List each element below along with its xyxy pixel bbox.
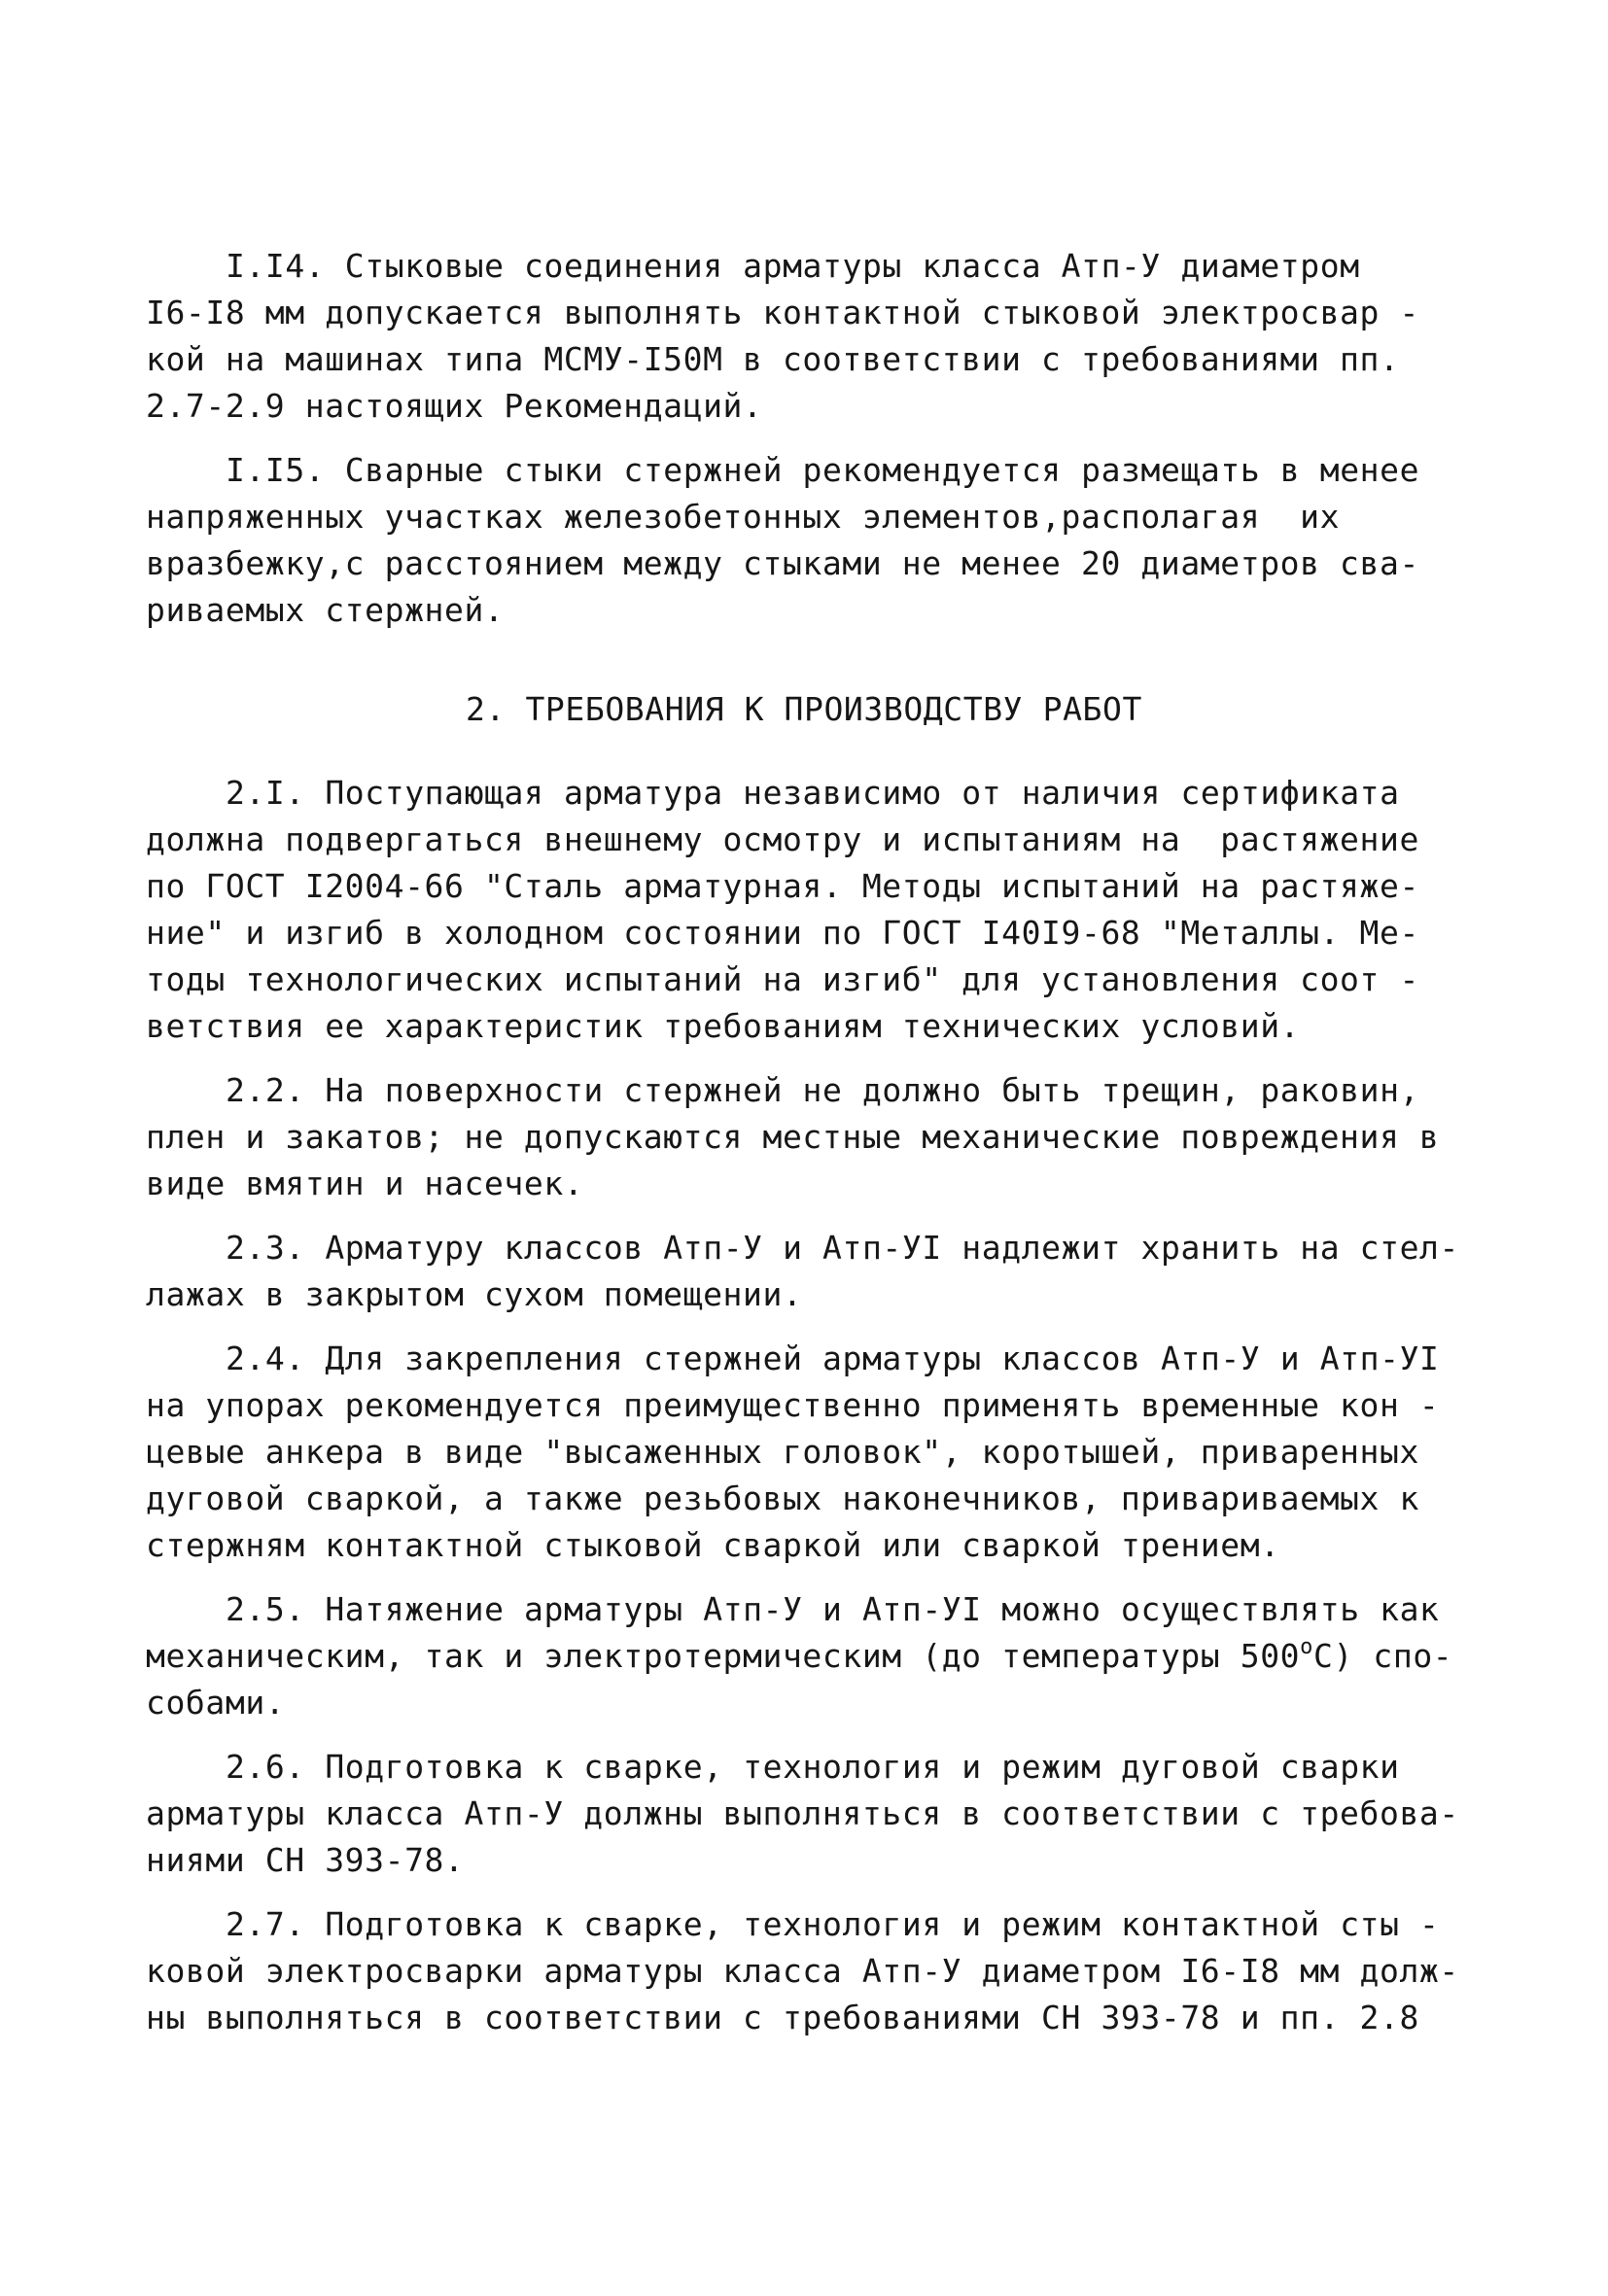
- degree-superscript: о: [1300, 1635, 1313, 1659]
- paragraph-2-1-line-6: ветствия ее характеристик требованиям технических условий.: [146, 1007, 1301, 1045]
- paragraph-2-6-line-1: 2.6. Подготовка к сварке, технология и режим дуговой сварки: [226, 1748, 1400, 1786]
- paragraph-1-15-line-1: I.I5. Сварные стыки стержней рекомендуется размещать в менее: [226, 451, 1420, 489]
- paragraph-2-6-line-3: ниями СН 393-78.: [146, 1841, 465, 1879]
- paragraph-2-1-line-1: 2.I. Поступающая арматура независимо от наличия сертификата: [226, 774, 1400, 812]
- paragraph-1-14-line-2: I6-I8 мм допускается выполнять контактной стыковой электросвар -: [146, 294, 1419, 331]
- paragraph-2-1-line-4: ние" и изгиб в холодном состоянии по ГОСТ I40I9-68 "Металлы. Ме-: [146, 914, 1419, 952]
- paragraph-1-14-line-1: I.I4. Стыковые соединения арматуры класса Атп-У диаметром: [226, 247, 1360, 285]
- paragraph-2-2-line-1: 2.2. На поверхности стержней не должно быть трещин, раковин,: [226, 1071, 1420, 1109]
- paragraph-2-5-line-2-text: механическим, так и электротермическим (до температуры 500: [146, 1637, 1301, 1675]
- paragraph-2-5-line-3: собами.: [146, 1684, 286, 1722]
- paragraph-2-4-line-5: стержням контактной стыковой сваркой или сваркой трением.: [146, 1526, 1280, 1564]
- paragraph-2-2-line-3: виде вмятин и насечек.: [146, 1165, 584, 1202]
- paragraph-2-7-line-1: 2.7. Подготовка к сварке, технология и режим контактной сты -: [226, 1905, 1440, 1943]
- paragraph-2-4-line-4: дуговой сваркой, а также резьбовых наконечников, привариваемых к: [146, 1479, 1419, 1517]
- paragraph-1-14-line-4: 2.7-2.9 настоящих Рекомендаций.: [146, 387, 763, 425]
- paragraph-2-5-line-2: [146, 1633, 1453, 1680]
- paragraph-2-3-line-2: лажах в закрытом сухом помещении.: [146, 1275, 803, 1313]
- paragraph-1-14-line-3: кой на машинах типа МСМУ-I50М в соответствии с требованиями пп.: [146, 340, 1400, 378]
- section-heading: 2. ТРЕБОВАНИЯ К ПРОИЗВОДСТВУ РАБОТ: [466, 690, 1142, 728]
- paragraph-2-1-line-3: по ГОСТ I2004-66 "Сталь арматурная. Методы испытаний на растяже-: [146, 867, 1419, 905]
- paragraph-2-3-line-1: 2.3. Арматуру классов Атп-У и Атп-УI надлежит хранить на стел-: [226, 1229, 1459, 1267]
- paragraph-2-7-line-3: ны выполняться в соответствии с требованиями СН 393-78 и пп. 2.8: [146, 1999, 1419, 2036]
- paragraph-2-4-line-2: на упорах рекомендуется преимущественно применять временные кон -: [146, 1386, 1440, 1424]
- paragraph-1-15-line-3: вразбежку,с расстоянием между стыками не менее 20 диаметров сва-: [146, 544, 1419, 582]
- paragraph-2-5-line-1: 2.5. Натяжение арматуры Атп-У и Атп-УI можно осуществлять как: [226, 1590, 1440, 1628]
- paragraph-1-15-line-2: напряженных участках железобетонных элементов,располагая их: [146, 498, 1341, 536]
- paragraph-1-15-line-4: риваемых стержней.: [146, 591, 505, 629]
- paragraph-2-4-line-1: 2.4. Для закрепления стержней арматуры классов Атп-У и Атп-УI: [226, 1339, 1440, 1377]
- paragraph-2-7-line-2: ковой электросварки арматуры класса Атп-У диаметром I6-I8 мм долж-: [146, 1952, 1459, 1990]
- paragraph-2-1-line-2: должна подвергаться внешнему осмотру и испытаниям на растяжение: [146, 820, 1419, 858]
- paragraph-2-2-line-2: плен и закатов; не допускаются местные механические повреждения в: [146, 1118, 1440, 1156]
- paragraph-2-1-line-5: тоды технологических испытаний на изгиб" для установления соот -: [146, 960, 1419, 998]
- paragraph-2-5-line-2-tail: С) спо-: [1312, 1637, 1453, 1675]
- paragraph-2-6-line-2: арматуры класса Атп-У должны выполняться в соответствии с требова-: [146, 1794, 1459, 1832]
- paragraph-2-4-line-3: цевые анкера в виде "высаженных головок", коротышей, приваренных: [146, 1433, 1419, 1471]
